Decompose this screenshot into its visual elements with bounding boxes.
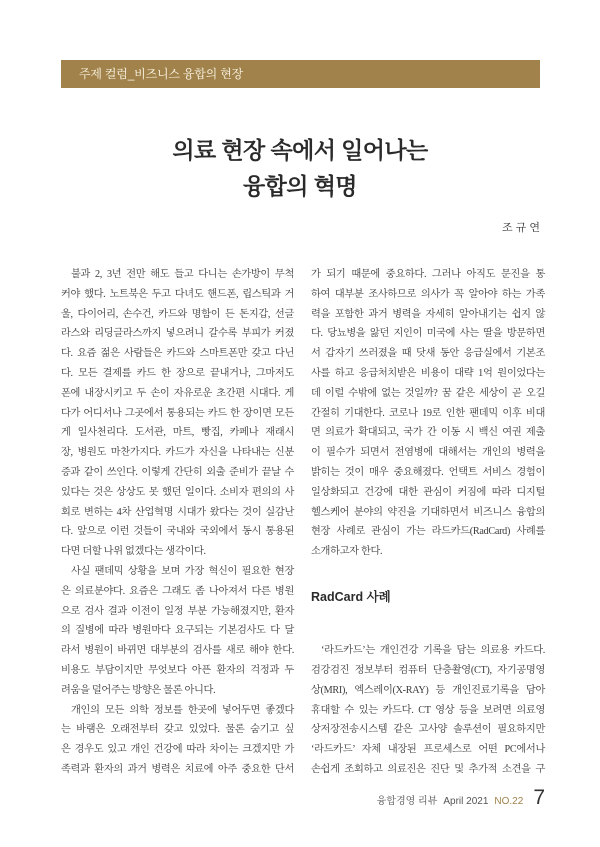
body-line: 간절히 기대한다. 코로나 19로 인한 팬데믹 이후 비대 [311,407,545,419]
body-line: 은 의료분야다. 요즘은 그래도 좀 나아져서 다른 병원 [61,585,294,597]
author-name: 조 규 연 [502,222,540,234]
body-line: 은 경우도 있고 개인 건강에 따라 차이는 크겠지만 가 [61,744,294,756]
page-footer [377,786,545,812]
body-line: 는 바램은 오래전부터 갖고 있었다. 물론 숨기고 싶 [61,724,294,736]
body-line: 현장 사례로 관심이 가는 라드카드(RadCard) 사례를 [311,526,545,538]
body-line: 폰에 내장시키고 두 손이 자유로운 초간편 시대다. 게 [61,387,294,399]
title-line: 의료 현장 속에서 일어나는 [172,137,428,163]
body-line: ‘라드카드’ 자체 내장된 프로세스로 어떤 PC에서나 [311,744,545,756]
body-line: 다. 당뇨병을 앓던 지인이 미국에 사는 딸을 방문하면 [311,328,545,340]
body-line: 회로 변하는 4차 산업혁명 시대가 왔다는 것이 실감난 [61,506,294,518]
article-title [0,132,600,204]
page-number: 7 [533,786,545,809]
body-line: 사를 하고 응급처치받은 비용이 대략 1억 원이었다는 [311,367,545,379]
body-line: 으로 검사 결과 이전이 일정 부분 가능해졌지만, 환자 [61,605,294,617]
body-line: 검강검진 정보부터 컴퓨터 단층촬영(CT), 자기공명영 [311,664,545,676]
body-line: 손쉽게 조회하고 의료진은 진단 및 추가적 소견을 구 [311,763,545,775]
body-line: 장, 병원도 마찬가지다. 카드가 자신을 나타내는 신분 [61,447,294,459]
body-line: 커야 했다. 노트북은 두고 다녀도 핸드폰, 립스틱과 거 [61,288,294,300]
paragraph [61,701,294,780]
paragraph [61,265,294,562]
body-line: 다. 요즘 젊은 사람들은 카드와 스마트폰만 갖고 다닌 [61,348,294,360]
body-line: 상(MRI), 엑스레이(X-RAY) 등 개인진료기록을 담아 [311,684,545,696]
body-line: 불과 2, 3년 전만 해도 들고 다니는 손가방이 무척 [71,269,294,280]
publication-name: 융합경영 리뷰 [376,796,438,807]
body-line: 소개하고자 한다. [311,546,383,558]
right-column [311,265,545,780]
body-line: ‘라드카드’는 개인건강 기록을 담는 의료용 카드다. [321,645,545,657]
body-line: 서 갑자기 쓰러졌을 때 닷새 동안 응급실에서 기본조 [311,348,545,360]
issue-number: NO.22 [494,796,524,807]
body-line: 개인의 모든 의학 정보를 한곳에 넣어두면 좋겠다 [71,704,294,716]
paragraph [61,562,294,701]
body-line: 다면 더할 나위 없겠다는 생각이다. [61,546,206,558]
body-line: 가 되기 때문에 중요하다. 그러나 아직도 문진을 통 [311,269,545,280]
body-line: 밝히는 것이 매우 중요해졌다. 언택트 서비스 경험이 [311,466,545,478]
section-header-bar [61,60,540,88]
body-line: 다. 모든 결제를 카드 한 장으로 끝내거나, 그마저도 [61,367,294,379]
left-column [61,265,294,780]
body-line: 다가 어디서나 그곳에서 통용되는 카드 한 장이면 모든 [61,407,294,419]
section-label: 주제 컬럼_비즈니스 융합의 현장 [79,67,243,81]
paragraph [311,641,545,780]
body-line: 하여 대부분 조사하므로 의사가 꼭 알아야 하는 가족 [311,288,545,300]
body-line: 일상화되고 건강에 대한 관심이 커짐에 따라 디지털 [311,486,545,498]
body-line: 게 일사천리다. 도서관, 마트, 빵집, 카페나 재래시 [61,427,294,439]
section-heading: RadCard 사례 [311,589,391,604]
body-line: 휴대할 수 있는 카드다. CT 영상 등을 보려면 의료영 [311,704,545,716]
body-line: 족력과 환자의 과거 병력은 치료에 아주 중요한 단서 [61,763,294,775]
body-line: 증과 같이 쓰인다. 이렇게 간단히 외출 준비가 끝날 수 [61,466,294,478]
body-line: 다. 앞으로 이런 것들이 국내와 국외에서 동시 통용된 [61,526,294,538]
issue-date: April 2021 [443,796,489,807]
body-line: 있다는 것은 상상도 못 했던 일이다. 소비자 편의의 사 [61,486,294,498]
body-line: 라서 병원이 바뀌면 대부분의 검사를 새로 해야 한다. [61,645,294,657]
body-line: 라스와 리딩글라스까지 넣으려니 갈수록 부피가 커졌 [61,328,294,340]
title-line: 융합의 혁명 [243,173,357,199]
body-line: 헬스케어 분야의 약진을 기대하면서 비즈니스 융합의 [311,506,545,518]
body-line: 데 이럴 수밖에 없는 것일까? 꿈 같은 세상이 곧 오길 [311,387,545,399]
body-line: 비용도 부담이지만 무엇보다 아픈 환자의 걱정과 두 [61,664,294,676]
body-line: 면 의료가 확대되고, 국가 간 이동 시 백신 여권 제출 [311,427,545,439]
body-line: 사실 팬데믹 상황을 보며 가장 혁신이 필요한 현장 [71,565,294,577]
body-line: 려움을 덜어주는 방향은 물론 아니다. [61,684,216,696]
body-line: 이 필수가 되면서 전염병에 대해서는 개인의 병력을 [311,447,545,459]
body-line: 상저장전송시스템 같은 고사양 솔루션이 필요하지만 [311,724,545,736]
body-line: 울, 다이어리, 손수건, 카드와 명함이 든 돈지갑, 선글 [61,308,294,320]
body-line: 의 질병에 따라 병원마다 요구되는 기본검사도 다 달 [61,625,294,637]
body-line: 력을 포함한 과거 병력을 자세히 알아내기는 쉽지 않 [311,308,545,320]
paragraph [311,265,545,562]
